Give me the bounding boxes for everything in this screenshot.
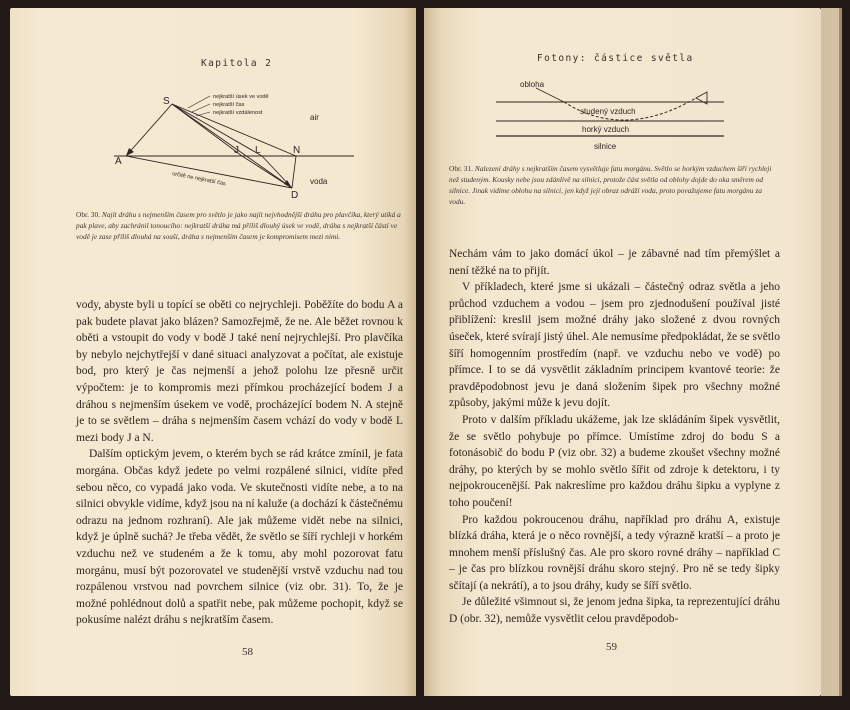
label-obloha: obloha [520, 80, 545, 89]
ray-from-sky [536, 88, 564, 102]
page-number-left: 58 [242, 646, 253, 658]
label-not-shortest-time: určitě ne nejkratší čas [171, 171, 227, 188]
left-page [10, 8, 416, 696]
figure-31-caption [449, 163, 779, 207]
path-s-a [126, 104, 172, 156]
paragraph: Dalším optickým jevem, o kterém bych se rád krátce zmínil, je fata morgána. Občas když jedete po velmi rozpálené silnici, vidíte před sebou něco, co vypadá jako voda. Ve skutečnosti vidíte nebe, a to na silnici obvykle vidíme, když jsou na ní kaluže (a dochází k částečnému odrazu na jednom rozhraní). Ale jak můžeme vidět nebe na silnici, když je úplně suchá? Je třeba vědět, že světlo se šíří rychleji v horkém vzduchu než ve studeném a že k tomu, aby mohl pozorovat fatu morgánu, musí být pozorovatel ve studenější vrstvě vzduchu nad tou rozpálenou vrstvou nad povrchem silnice (viz obr. 31). To, že je možné pohlédnout dolů a spatřit nebe, pak můžeme pochopit, když se pokusíme nalézt dráhu s nejkratším časem. [76, 448, 404, 627]
caption-text: Najít dráhu s nejmenším časem pro světlo je jako najít nejvhodnější dráhu pro plavčíka, který utíká a pak plave, aby zachránil tonoucího: nejkratší dráha má příliš dlouhý úsek ve vodě, dráha s nejkratší částí ve vodě je zase příliš dlouhá na souši, dráha s nejmenším časem je kompromisem mezi nimi. [76, 210, 401, 241]
page-edges [821, 8, 842, 696]
legend-shortest-time: nejkratší čas [213, 102, 245, 108]
right-page [424, 8, 821, 696]
page-number-right: 59 [606, 641, 617, 653]
figure-31-diagram [424, 74, 821, 164]
right-body-text [449, 246, 780, 628]
legend-leader-3 [196, 112, 210, 116]
paragraph: Nechám vám to jako domácí úkol – je zábavné nad tím přemýšlet a není těžké na to přijít. [449, 248, 780, 277]
label-road: silnice [594, 142, 617, 151]
label-d: D [291, 190, 299, 201]
caption-text: Nalezení dráhy s nejkratším časem vysvětluje fatu morgánu. Světlo se horkým vzduchem šíří rychleji než studeným. Kousky nebe jsou zdánlivě na silnici, protože část světla od oblohy dojde do oka směrem od silnice. Jinak vidíme oblohu na silnici, jen když její obraz odráží voda, proto považujeme fatu morgánu za vodu. [449, 164, 772, 206]
label-a: A [115, 156, 122, 167]
label-j: J [234, 145, 239, 156]
legend-shortest-distance: nejkratší vzdálenost [213, 110, 263, 116]
paragraph: vody, abyste byli u topící se oběti co nejrychleji. Poběžíte do bodu A a pak budete plavat jako blázen? Samozřejmě, že ne. Ale běžet rovnou k oběti a vstoupit do vody v bodě J také není nejrychlejší. Pro plavčíka by nebylo nejchytřejší v dané situaci analyzovat a počítat, ale existuje bod, pro který je čas nejmenší a jehož polohu lze přesně určit výpočtem: je to kompromis mezi přímkou procházející bodem J a dráhou s nejmenším úsekem ve vodě, procházející bodem N. A stejně je to se světlem – dráha s nejmenším časem vchází do vody v bodě L mezi body J a N. [76, 299, 403, 444]
paragraph: Proto v dalším příkladu ukážeme, jak lze skládáním šipek vysvětlit, že se světlo pohybuje po přímce. Umístíme zdroj do bodu S a fotonásobič do bodu P (viz obr. 32) a budeme zkoušet všechny možné dráhy, po kterých by se mohlo světlo šířit od zdroje k detektoru, i ty nejpokroucenější. Pak nakreslíme pro každou dráhu šipku a vyplyne z toho poučení! [449, 413, 780, 509]
legend-leader-2 [192, 104, 210, 112]
label-l: L [255, 145, 261, 156]
running-head-left: Kapitola 2 [201, 58, 273, 69]
caption-label: Obr. 31. [449, 164, 474, 173]
paragraph: V příkladech, které jsme si ukázali – částečný odraz světla a jeho průchod vzduchem a vodou – jsem pro zjednodušení používal jisté přiblížení: kreslil jsem možné dráhy jako složené z dvou rovných úseček, které svírají jistý úhel. Ale nemusíme předpokládat, že se světlo šíří homogenním prostředím (např. ve vzduchu nebo ve vodě) po přímce. I to se dá vysvětlit základním principem kvantové teorie: že pravděpodobnost jevu je daná složením šipek pro všechny možné způsoby, jakými může k jevu dojít. [449, 281, 780, 410]
paragraph: Je důležité všimnout si, že jenom jedna šipka, ta reprezentující dráhu D (obr. 32), nemůže vysvětlit celou pravděpodob- [449, 596, 780, 626]
arrowhead-a [126, 148, 134, 156]
legend-leader-1 [188, 96, 210, 108]
paragraph: Pro každou pokroucenou dráhu, například pro dráhu A, existuje blízká dráha, která je o něco rovnější, a tedy výrazně kratší – a proto je mnohem menší příslušný čas. Ale pro skoro rovné dráhy – například C – je čas pro blízkou rovnější dráhu skoro stejný. Pro ně se tedy šipky sčítají (a nekrátí), a to jsou dráhy, kudy se šíří světlo. [449, 513, 780, 592]
caption-label: Obr. 30. [76, 210, 101, 219]
label-s: S [163, 96, 170, 107]
figure-30-caption [76, 209, 402, 242]
running-head-right: Fotony: částice světla [537, 53, 694, 64]
path-n-d [292, 156, 296, 188]
label-voda: voda [310, 177, 328, 186]
figure-30-diagram [10, 84, 416, 204]
label-cold-air: studený vzduch [580, 107, 636, 116]
legend-shortest-water: nejkratší úsek ve vodě [213, 94, 269, 100]
label-hot-air: horký vzduch [582, 125, 630, 134]
label-n: N [293, 145, 301, 156]
left-body-text [76, 297, 403, 629]
label-air: air [310, 113, 319, 122]
